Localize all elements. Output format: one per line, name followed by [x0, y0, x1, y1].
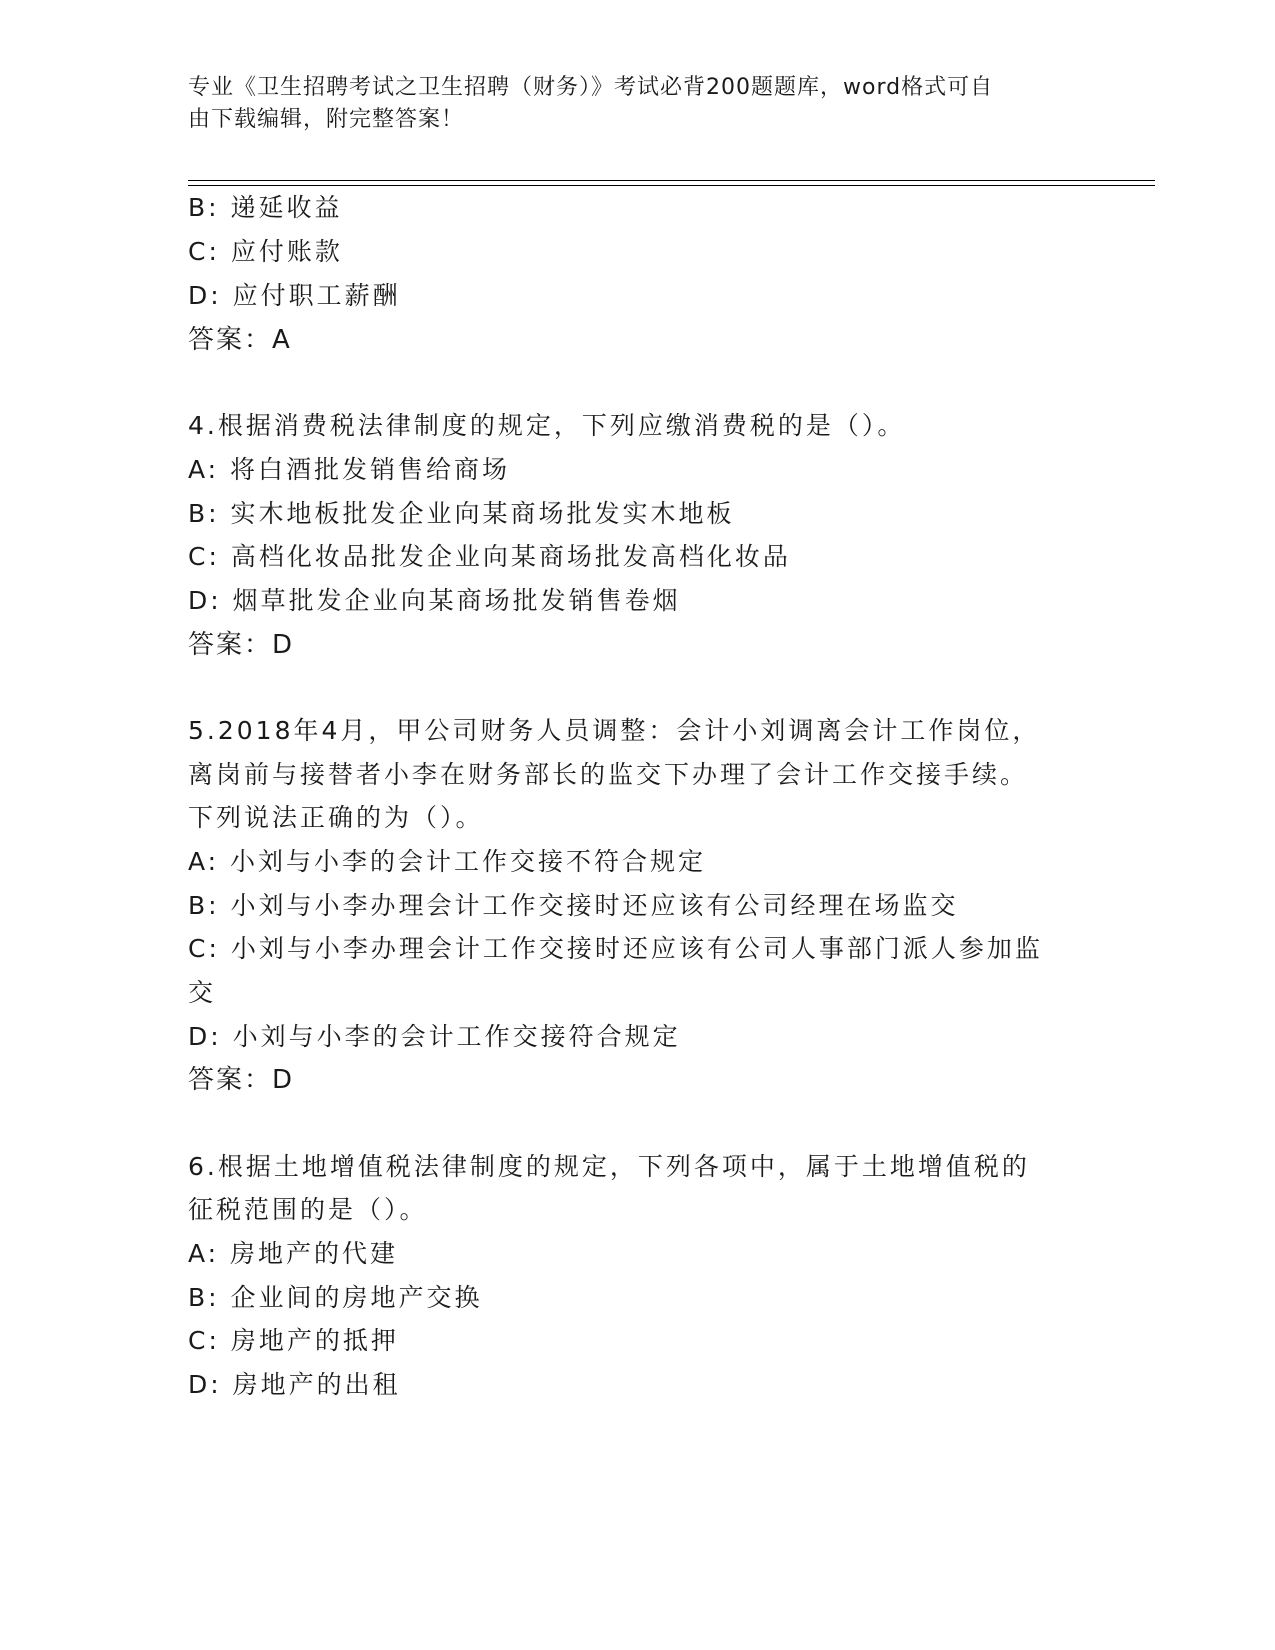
q6-option-c: C: 房地产的抵押: [188, 1326, 399, 1355]
q5-option-b: B: 小刘与小李办理会计工作交接时还应该有公司经理在场监交: [188, 891, 959, 920]
q5-stem-line-3: 下列说法正确的为（）。: [188, 803, 484, 832]
q3-option-d: D: 应付职工薪酬: [188, 281, 401, 310]
header-line-2: 由下载编辑，附完整答案！: [188, 107, 465, 132]
q5-stem-line-2: 离岗前与接替者小李在财务部长的监交下办理了会计工作交接手续。: [188, 760, 1029, 789]
q4-option-d: D: 烟草批发企业向某商场批发销售卷烟: [188, 586, 681, 615]
q5-option-c-line-2: 交: [188, 978, 217, 1007]
header-line-1: 专业《卫生招聘考试之卫生招聘（财务）》考试必背200题题库，word格式可自: [188, 75, 994, 100]
q4-option-c: C: 高档化妆品批发企业向某商场批发高档化妆品: [188, 542, 791, 571]
q4-answer: 答案：D: [188, 630, 295, 660]
q6-option-b: B: 企业间的房地产交换: [188, 1283, 483, 1312]
q5-stem-line-1: 5.2018年4月，甲公司财务人员调整：会计小刘调离会计工作岗位，: [188, 716, 1041, 745]
q3-option-b: B: 递延收益: [188, 193, 343, 222]
q4-stem: 4.根据消费税法律制度的规定，下列应缴消费税的是（）。: [188, 411, 906, 440]
q5-option-a: A: 小刘与小李的会计工作交接不符合规定: [188, 847, 707, 876]
q4-option-a: A: 将白酒批发销售给商场: [188, 455, 511, 484]
q5-option-d: D: 小刘与小李的会计工作交接符合规定: [188, 1022, 681, 1051]
header-divider-bottom: [188, 185, 1155, 186]
q4-option-b: B: 实木地板批发企业向某商场批发实木地板: [188, 499, 735, 528]
q6-stem-line-1: 6.根据土地增值税法律制度的规定，下列各项中，属于土地增值税的: [188, 1152, 1030, 1181]
q3-option-c: C: 应付账款: [188, 237, 343, 266]
q5-option-c-line-1: C: 小刘与小李办理会计工作交接时还应该有公司人事部门派人参加监: [188, 934, 1043, 963]
q6-stem-line-2: 征税范围的是（）。: [188, 1195, 428, 1224]
header-divider-top: [188, 180, 1155, 181]
q6-option-d: D: 房地产的出租: [188, 1370, 401, 1399]
q6-option-a: A: 房地产的代建: [188, 1239, 399, 1268]
q5-answer: 答案：D: [188, 1065, 295, 1095]
document-header: [188, 72, 1068, 136]
q3-answer: 答案：A: [188, 325, 292, 355]
